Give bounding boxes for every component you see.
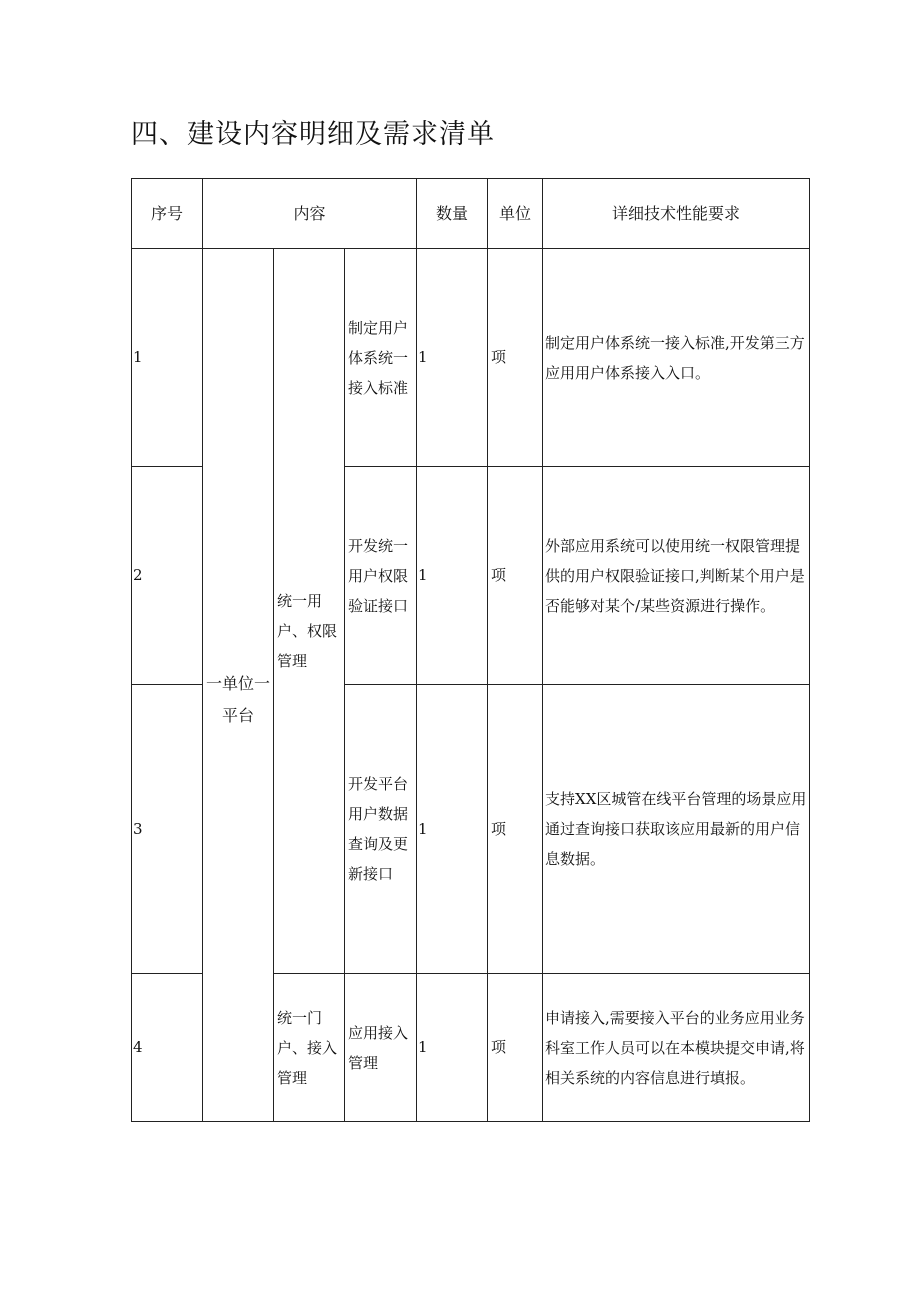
row-unit: 项 — [488, 974, 543, 1122]
row-item: 开发平台用户数据查询及更新接口 — [345, 685, 417, 974]
row-unit: 项 — [488, 249, 543, 467]
row-item: 开发统一用户权限验证接口 — [345, 467, 417, 685]
row-unit: 项 — [488, 685, 543, 974]
row-unit: 项 — [488, 467, 543, 685]
row-index: 4 — [132, 974, 203, 1122]
page-title: 四、建设内容明细及需求清单 — [131, 119, 495, 150]
header-unit: 单位 — [488, 179, 543, 249]
row-index: 1 — [132, 249, 203, 467]
header-requirements: 详细技术性能要求 — [543, 179, 810, 249]
row-requirement: 申请接入,需要接入平台的业务应用业务科室工作人员可以在本模块提交申请,将相关系统的内容信息进行填报。 — [543, 974, 810, 1122]
row-quantity: 1 — [417, 974, 488, 1122]
header-quantity: 数量 — [417, 179, 488, 249]
row-quantity: 1 — [417, 685, 488, 974]
table-row — [132, 249, 810, 467]
row-quantity: 1 — [417, 249, 488, 467]
row-index: 2 — [132, 467, 203, 685]
row-index: 3 — [132, 685, 203, 974]
row-requirement: 支持XX区城管在线平台管理的场景应用通过查询接口获取该应用最新的用户信息数据。 — [543, 685, 810, 974]
requirements-table — [131, 178, 810, 1122]
group-level1-cell: 一单位一平台 — [203, 249, 274, 1122]
row-requirement: 外部应用系统可以使用统一权限管理提供的用户权限验证接口,判断某个用户是否能够对某个/某些资源进行操作。 — [543, 467, 810, 685]
row-quantity: 1 — [417, 467, 488, 685]
group-level2-cell: 统一用户、权限管理 — [274, 249, 345, 974]
row-requirement: 制定用户体系统一接入标准,开发第三方应用用户体系接入入口。 — [543, 249, 810, 467]
table-header-row — [132, 179, 810, 249]
group-level2-cell: 统一门户、接入管理 — [274, 974, 345, 1122]
row-item: 应用接入管理 — [345, 974, 417, 1122]
row-item: 制定用户体系统一接入标准 — [345, 249, 417, 467]
header-index: 序号 — [132, 179, 203, 249]
header-content: 内容 — [203, 179, 417, 249]
